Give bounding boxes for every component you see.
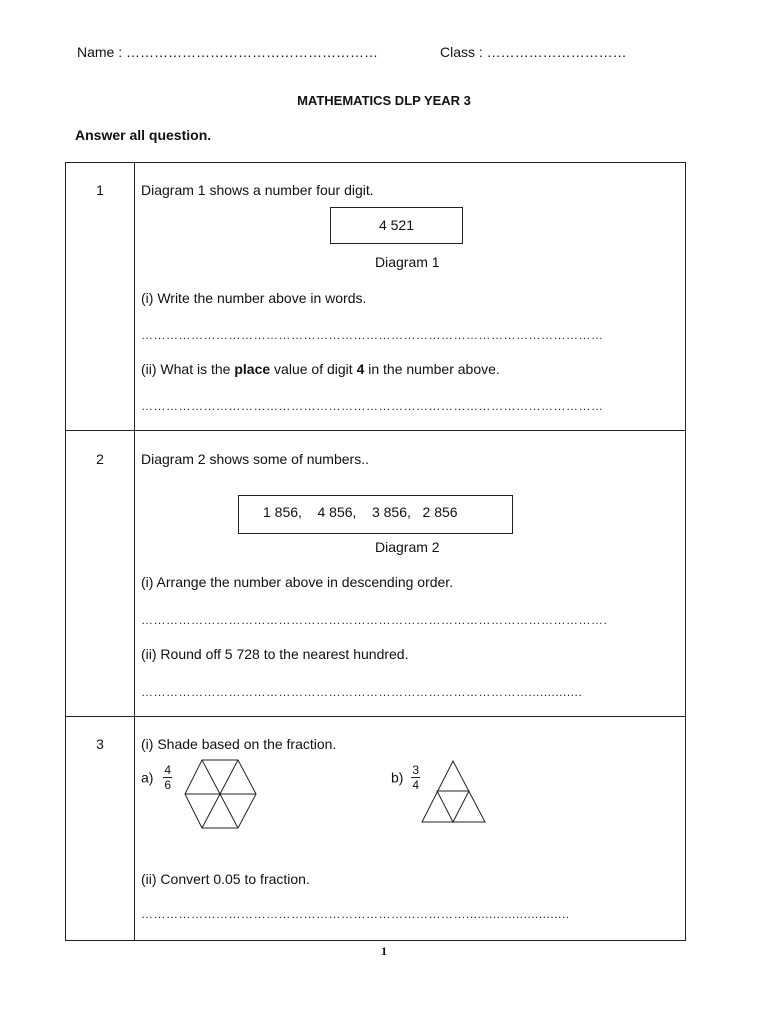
text-fragment: value of digit — [270, 361, 357, 377]
question-part-i: (i) Write the number above in words. — [141, 290, 367, 306]
answer-line[interactable]: ………………………………………………………………………………………………… — [141, 328, 604, 342]
numbers-box-value: 1 856, 4 856, 3 856, 2 856 — [263, 504, 458, 520]
question-prompt: Diagram 2 shows some of numbers.. — [141, 451, 369, 467]
fraction-numerator: 4 — [164, 763, 172, 777]
text-fragment: (ii) What is the — [141, 361, 235, 377]
triangle-inner — [437, 791, 469, 822]
diagram-caption: Diagram 2 — [375, 539, 440, 555]
numbers-box — [238, 495, 513, 534]
option-b — [391, 764, 420, 791]
question-number-cell — [66, 163, 135, 431]
option-a — [141, 764, 172, 791]
answer-line[interactable]: ………………………………………………………………………………….............. — [141, 685, 583, 699]
question-content — [135, 431, 686, 717]
question-number: 2 — [96, 451, 104, 467]
page-title: MATHEMATICS DLP YEAR 3 — [297, 93, 471, 108]
question-number: 1 — [96, 182, 104, 198]
question-part-ii: (ii) Round off 5 728 to the nearest hundred. — [141, 646, 409, 662]
question-number: 3 — [96, 736, 104, 752]
triangle-shape[interactable] — [421, 760, 487, 824]
page-number: 1 — [381, 944, 387, 958]
answer-line[interactable]: ………………………………………………………………………………………………… — [141, 399, 604, 413]
question-part-ii — [141, 361, 500, 377]
fraction-numerator: 3 — [412, 763, 420, 777]
question-part-i: (i) Arrange the number above in descending order. — [141, 574, 454, 590]
fraction-denominator: 4 — [412, 778, 420, 792]
question-row-2 — [66, 431, 686, 717]
class-field: Class : ………………………… — [440, 44, 627, 60]
option-b-label: b) — [391, 769, 404, 786]
question-number-cell — [66, 431, 135, 717]
option-a-fraction — [163, 764, 172, 791]
text-fragment: in the number above. — [364, 361, 500, 377]
question-row-1 — [66, 163, 686, 431]
question-content — [135, 717, 686, 941]
diagram-caption: Diagram 1 — [375, 254, 440, 270]
question-table — [65, 162, 686, 941]
question-part-i: (i) Shade based on the fraction. — [141, 736, 337, 752]
question-part-ii: (ii) Convert 0.05 to fraction. — [141, 871, 310, 887]
question-row-3 — [66, 717, 686, 941]
answer-line[interactable]: ……………………………………………………………………........................... — [141, 907, 570, 921]
bold-word: place — [234, 361, 271, 377]
name-field: Name : ……………………………………………… — [77, 44, 379, 60]
bold-digit: 4 — [356, 361, 365, 377]
option-a-label: a) — [141, 769, 154, 786]
question-prompt: Diagram 1 shows a number four digit. — [141, 182, 374, 198]
question-number-cell — [66, 717, 135, 941]
number-box — [330, 207, 463, 244]
hexagon-shape[interactable] — [184, 759, 258, 831]
instruction: Answer all question. — [75, 127, 212, 143]
question-content — [135, 163, 686, 431]
option-b-fraction — [411, 764, 420, 791]
answer-line[interactable]: …………………………………………………………………………………………………. — [141, 613, 608, 627]
number-box-value: 4 521 — [378, 217, 415, 233]
fraction-denominator: 6 — [164, 778, 172, 792]
